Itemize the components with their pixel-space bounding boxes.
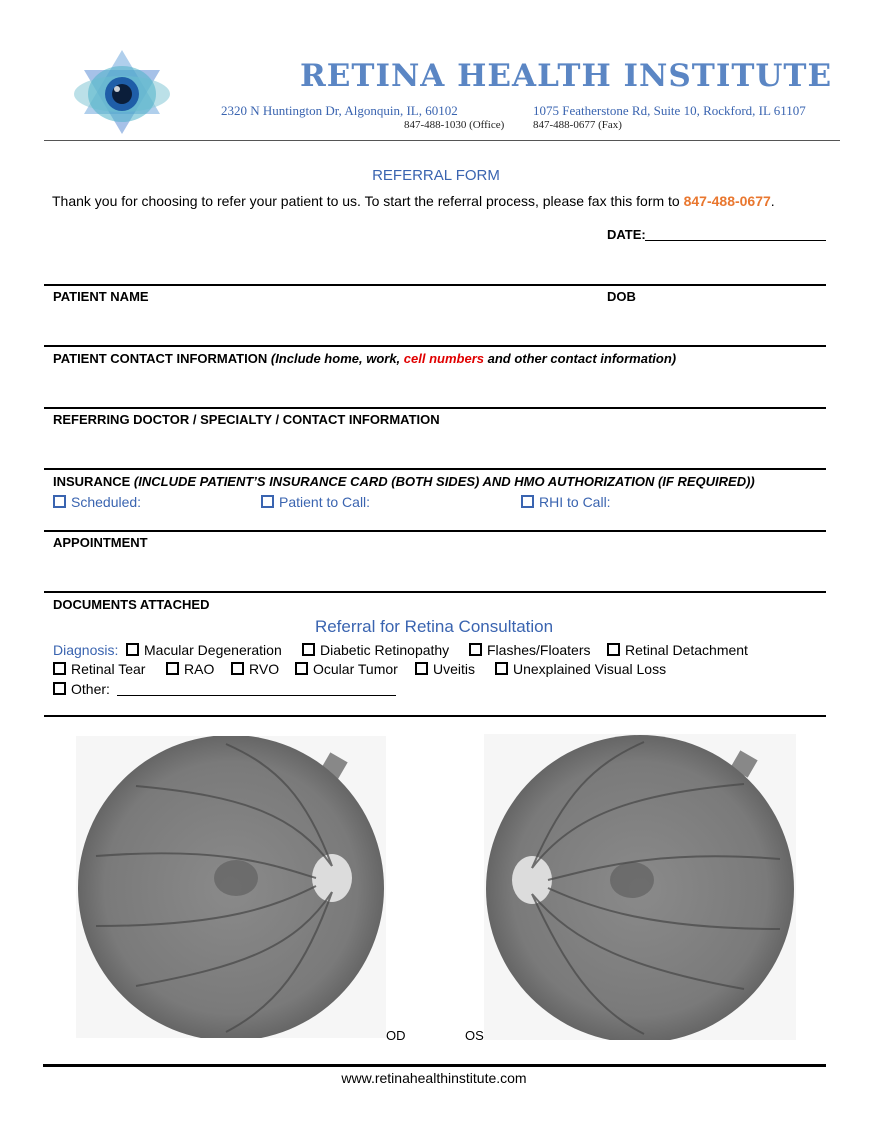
checkbox[interactable] — [166, 662, 179, 675]
insurance-note: (INCLUDE PATIENT’S INSURANCE CARD (BOTH SIDES) AND HMO AUTHORIZATION (IF REQUIRED)) — [133, 474, 755, 489]
scheduled-checkbox[interactable] — [53, 495, 66, 508]
checkbox[interactable] — [53, 662, 66, 675]
rhi-to-call-label: RHI to Call: — [539, 494, 611, 510]
checkbox[interactable] — [495, 662, 508, 675]
divider-5 — [44, 530, 826, 532]
patient-name-label: PATIENT NAME — [53, 289, 149, 304]
patient-to-call-option[interactable] — [261, 494, 370, 510]
option-retinal-tear[interactable] — [53, 661, 145, 677]
footer-divider — [43, 1064, 826, 1067]
intro-text-body: Thank you for choosing to refer your patient to us. To start the referral process, please fax this form to — [52, 193, 684, 209]
checkbox[interactable] — [469, 643, 482, 656]
patient-to-call-label: Patient to Call: — [279, 494, 371, 510]
od-label: OD — [386, 1028, 406, 1043]
contact-note-b: and other contact information) — [483, 351, 677, 366]
checkbox[interactable] — [295, 662, 308, 675]
option-label: Ocular Tumor — [313, 661, 398, 677]
contact-note-a: (Include home, work, — [270, 351, 404, 366]
os-label: OS — [465, 1028, 484, 1043]
option-label: RAO — [184, 661, 215, 677]
institute-name: RETINA HEALTH INSTITUTE — [300, 58, 833, 94]
referring-doctor-label: REFERRING DOCTOR / SPECIALTY / CONTACT INFORMATION — [53, 412, 440, 427]
checkbox[interactable] — [53, 682, 66, 695]
scheduled-label: Scheduled: — [71, 494, 142, 510]
website-link[interactable]: www.retinahealthinstitute.com — [341, 1070, 527, 1086]
date-field[interactable] — [645, 240, 826, 241]
diagnosis-label: Diagnosis: — [53, 642, 119, 658]
option-label: RVO — [249, 661, 280, 677]
documents-attached-label: DOCUMENTS ATTACHED — [53, 597, 210, 612]
eye-logo-icon — [72, 48, 172, 138]
option-label: Macular Degeneration — [144, 642, 282, 658]
fundus-od-image — [76, 736, 386, 1038]
option-label: Other: — [71, 681, 110, 697]
patient-to-call-checkbox[interactable] — [261, 495, 274, 508]
option-label: Uveitis — [433, 661, 476, 677]
option-rvo[interactable] — [231, 661, 279, 677]
checkbox[interactable] — [126, 643, 139, 656]
option-macular-degeneration[interactable] — [126, 642, 282, 658]
option-diabetic-retinopathy[interactable] — [302, 642, 449, 658]
option-flashes-floaters[interactable] — [469, 642, 590, 658]
option-rao[interactable] — [166, 661, 214, 677]
fax-number: 847-488-0677 — [683, 193, 771, 209]
contact-label — [53, 351, 676, 366]
contact-note-red: cell numbers — [403, 351, 484, 366]
divider-3 — [44, 407, 826, 409]
checkbox[interactable] — [231, 662, 244, 675]
other-field[interactable] — [117, 695, 396, 696]
checkbox[interactable] — [302, 643, 315, 656]
option-uveitis[interactable] — [415, 661, 475, 677]
insurance-label — [53, 474, 755, 489]
appointment-label: APPOINTMENT — [53, 535, 148, 550]
intro-text — [52, 193, 775, 209]
contact-label-text: PATIENT CONTACT INFORMATION — [53, 351, 271, 366]
option-ocular-tumor[interactable] — [295, 661, 398, 677]
contact-field[interactable] — [44, 370, 826, 406]
dob-label: DOB — [607, 289, 636, 304]
option-label: Unexplained Visual Loss — [513, 661, 667, 677]
referring-doctor-field[interactable] — [44, 431, 826, 467]
divider-2 — [44, 345, 826, 347]
address-rockford: 1075 Featherstone Rd, Suite 10, Rockford, IL 61107 — [533, 103, 806, 118]
option-unexplained-visual-loss[interactable] — [495, 661, 666, 677]
option-retinal-detachment[interactable] — [607, 642, 748, 658]
fundus-os-image — [484, 734, 796, 1040]
option-other[interactable] — [53, 681, 110, 697]
patient-name-field[interactable] — [44, 308, 826, 344]
option-label: Diabetic Retinopathy — [320, 642, 450, 658]
header-divider — [44, 140, 840, 141]
scheduled-option[interactable] — [53, 494, 141, 510]
option-label: Flashes/Floaters — [487, 642, 591, 658]
checkbox[interactable] — [415, 662, 428, 675]
option-label: Retinal Detachment — [625, 642, 748, 658]
rhi-to-call-option[interactable] — [521, 494, 611, 510]
divider-7 — [44, 715, 826, 717]
address-algonquin: 2320 N Huntington Dr, Algonquin, IL, 60102 — [221, 103, 458, 118]
insurance-label-text: INSURANCE — [53, 474, 134, 489]
divider-4 — [44, 468, 826, 470]
option-label: Retinal Tear — [71, 661, 146, 677]
checkbox[interactable] — [607, 643, 620, 656]
divider-1 — [44, 284, 826, 286]
date-label: DATE: — [607, 227, 646, 242]
appointment-field[interactable] — [44, 554, 826, 590]
office-phone: 847-488-1030 (Office) — [404, 119, 505, 131]
fax-phone: 847-488-0677 (Fax) — [533, 119, 622, 131]
rhi-to-call-checkbox[interactable] — [521, 495, 534, 508]
intro-end: . — [770, 193, 775, 209]
consultation-title: Referral for Retina Consultation — [314, 617, 554, 636]
divider-6 — [44, 591, 826, 593]
form-title: REFERRAL FORM — [372, 167, 500, 184]
